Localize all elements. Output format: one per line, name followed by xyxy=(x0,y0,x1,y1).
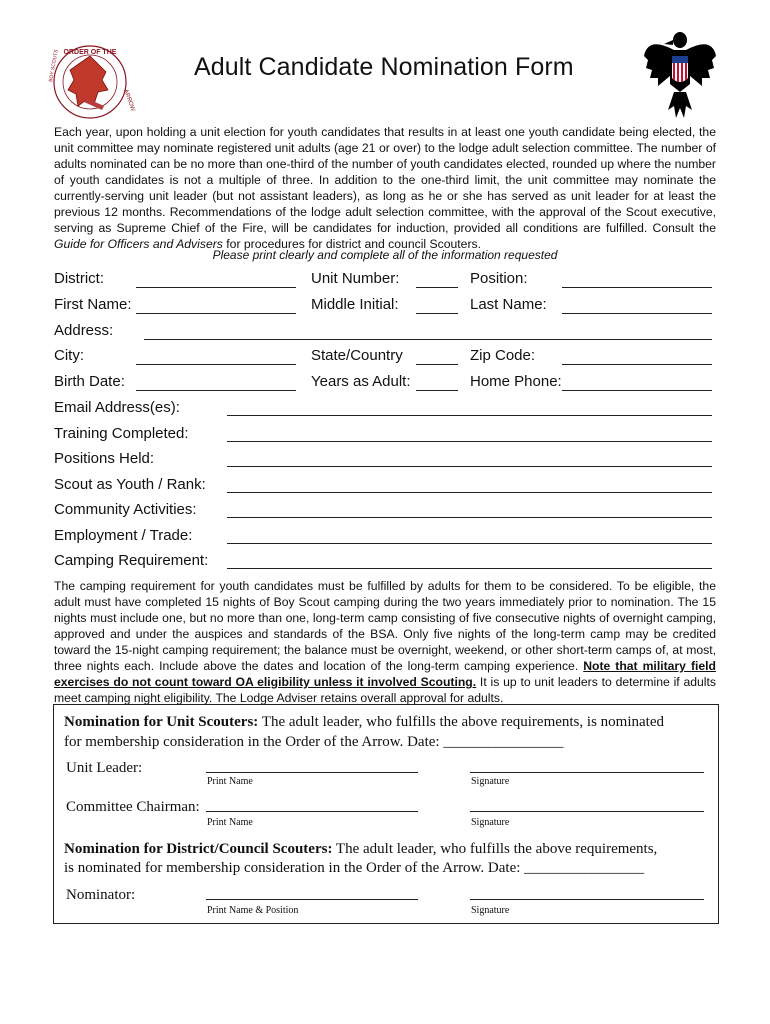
training-field[interactable] xyxy=(227,441,712,442)
print-name-caption: Print Name xyxy=(207,776,253,787)
email-field[interactable] xyxy=(227,415,712,416)
svg-text:ORDER OF THE: ORDER OF THE xyxy=(63,49,117,56)
position-label: Position: xyxy=(470,270,528,287)
city-field[interactable] xyxy=(136,364,296,365)
first-name-label: First Name: xyxy=(54,296,132,313)
unit-number-label: Unit Number: xyxy=(311,270,400,287)
signature-caption: Signature xyxy=(471,776,510,787)
scout-as-youth-label: Scout as Youth / Rank: xyxy=(54,476,206,493)
positions-held-field[interactable] xyxy=(227,466,712,467)
home-phone-field[interactable] xyxy=(562,390,712,391)
community-label: Community Activities: xyxy=(54,501,197,518)
unit-leader-signature-field[interactable] xyxy=(470,772,704,773)
district-label: District: xyxy=(54,270,104,287)
signature-caption: Signature xyxy=(471,905,510,916)
committee-chairman-signature-field[interactable] xyxy=(470,811,704,812)
order-of-the-arrow-logo xyxy=(44,42,136,122)
unit-leader-label: Unit Leader: xyxy=(66,760,143,776)
district-scouters-nomination-text-2: is nominated for membership consideration in the Order of the Arrow. Date: ________________ xyxy=(64,860,645,876)
email-label: Email Address(es): xyxy=(54,399,180,416)
camping-field[interactable] xyxy=(227,568,712,569)
address-field[interactable] xyxy=(144,339,712,340)
birth-date-label: Birth Date: xyxy=(54,373,125,390)
intro-paragraph: Each year, upon holding a unit election for youth candidates that results in at least one youth candidate being elected, the unit committee may nominate registered unit adults (age 21 or over) to the lodge adult selection committee. The number of adults nominated can be no more than one-third of the number of youth candidates elected, rounded up where the number of youth candidates is not a multiple of three. In addition to the one-third limit, the unit committee may nominate the currently-serving unit leader (but not assistant leaders), as long as he or she has served as unit leader for at least the previous 12 months. Recommendations of the lodge adult selection committee, with the approval of the Scout executive, serving as Supreme Chief of the Fire, will be candidates for induction, provided all conditions are fulfilled. Consult the Guide for Officers and Advisers for procedures for district and council Scouters. xyxy=(54,125,716,251)
signature-caption: Signature xyxy=(471,817,510,828)
print-name-position-caption: Print Name & Position xyxy=(207,905,299,916)
camping-label: Camping Requirement: xyxy=(54,552,209,569)
years-as-adult-label: Years as Adult: xyxy=(311,373,411,390)
years-as-adult-field[interactable] xyxy=(416,390,458,391)
employment-field[interactable] xyxy=(227,543,712,544)
address-label: Address: xyxy=(54,322,114,339)
instruction-text: Please print clearly and complete all of the information requested xyxy=(212,248,558,262)
zip-code-field[interactable] xyxy=(562,364,712,365)
first-name-field[interactable] xyxy=(136,313,296,314)
state-country-field[interactable] xyxy=(416,364,458,365)
scout-as-youth-field[interactable] xyxy=(227,492,712,493)
employment-label: Employment / Trade: xyxy=(54,527,193,544)
nominator-signature-field[interactable] xyxy=(470,899,704,900)
camping-requirement-paragraph: The camping requirement for youth candidates must be fulfilled by adults for them to be considered. To be eligible, the adult must have completed 15 nights of Boy Scout camping during the two years immediately prior to nomination. The 15 nights must include one, but no more than one, long-term camp consisting of five consecutive nights of overnight camping, approved and under the auspices and standards of the BSA. Only five nights of the long-term camp may be credited toward the 15-night camping requirement; the balance must be overnight, weekend, or other short-term camps of, at most, three nights each. Include above the dates and location of the long-term camping experience. Note that military field exercises do not count toward OA eligibility unless it involved Scouting. It is up to unit leaders to determine if adults meet camping night eligibility. The Lodge Adviser retains overall approval for adults. xyxy=(54,579,716,705)
training-label: Training Completed: xyxy=(54,425,189,442)
position-field[interactable] xyxy=(562,287,712,288)
print-name-caption: Print Name xyxy=(207,817,253,828)
nominator-print-name-field[interactable] xyxy=(206,899,418,900)
middle-initial-label: Middle Initial: xyxy=(311,296,399,313)
committee-chairman-print-name-field[interactable] xyxy=(206,811,418,812)
zip-code-label: Zip Code: xyxy=(470,347,536,364)
birth-date-field[interactable] xyxy=(136,390,296,391)
page-title: Adult Candidate Nomination Form xyxy=(194,53,574,81)
community-field[interactable] xyxy=(227,517,712,518)
last-name-field[interactable] xyxy=(562,313,712,314)
middle-initial-field[interactable] xyxy=(416,313,458,314)
unit-scouters-nomination-text-2: for membership consideration in the Order of the Arrow. Date: ________________ xyxy=(64,734,564,750)
positions-held-label: Positions Held: xyxy=(54,450,155,467)
state-country-label: State/Country xyxy=(311,347,403,364)
city-label: City: xyxy=(54,347,84,364)
svg-text:ARROW: ARROW xyxy=(122,88,136,113)
unit-number-field[interactable] xyxy=(416,287,458,288)
committee-chairman-label: Committee Chairman: xyxy=(66,799,200,815)
district-field[interactable] xyxy=(136,287,296,288)
home-phone-label: Home Phone: xyxy=(470,373,562,390)
nominator-label: Nominator: xyxy=(66,887,136,903)
district-scouters-nomination-text: Nomination for District/Council Scouters: The adult leader, who fulfills the above requirements, xyxy=(64,841,658,857)
eagle-shield-icon xyxy=(640,26,720,122)
unit-leader-print-name-field[interactable] xyxy=(206,772,418,773)
unit-scouters-nomination-text: Nomination for Unit Scouters: The adult leader, who fulfills the above requirements, is nominated xyxy=(64,714,664,730)
svg-text:BOY SCOUTS: BOY SCOUTS xyxy=(48,49,60,83)
last-name-label: Last Name: xyxy=(470,296,547,313)
